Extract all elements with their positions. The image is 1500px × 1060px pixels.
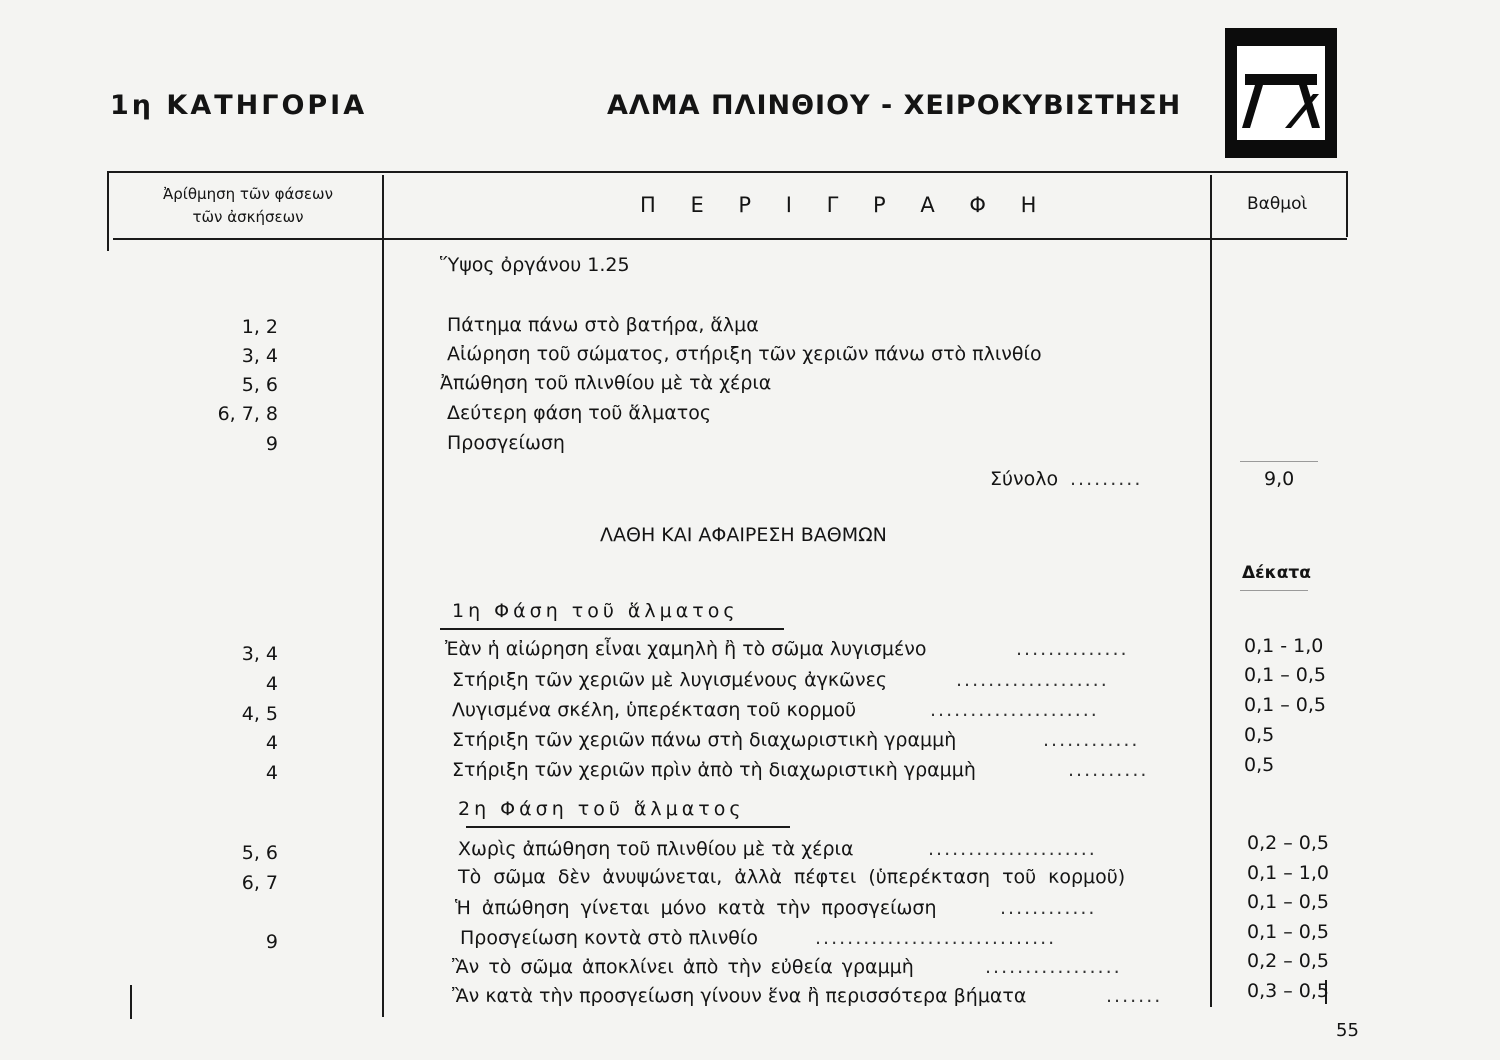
phase-number: 9 [265,433,278,455]
table-top-border [108,171,1348,173]
error-phase-number: 3, 4 [241,643,278,665]
column-divider-right [1210,175,1212,1007]
total-leader-dots: ......... [1070,468,1143,490]
error-description: Στήριξη τῶν χεριῶν πάνω στὴ διαχωριστικὴ γραμμὴ [452,729,957,751]
error-description: Ἂν κατὰ τὴν προσγείωση γίνουν ἕνα ἢ περισσότερα βήματα [452,985,1027,1007]
error-description: Στήριξη τῶν χεριῶν μὲ λυγισμένους ἀγκῶνες [452,669,887,691]
error-deduction: 0,1 – 0,5 [1247,921,1330,943]
error-phase-number: 4 [265,732,278,754]
error-phase-number: 4 [265,762,278,784]
error-deduction: 0,1 - 1,0 [1244,635,1324,657]
error-phase-number: 9 [265,931,278,953]
error-phase-number: 4 [265,673,278,695]
error-description: Ἂν τὸ σῶμα ἀποκλίνει ἀπὸ τὴν εὐθεία γραμμὴ [452,956,914,978]
error-deduction: 0,1 – 0,5 [1244,664,1327,686]
error-leader-dots: ................. [985,956,1122,978]
column-header-points: Βαθμοὶ [1247,194,1308,214]
error-deduction: 0,1 – 0,5 [1247,891,1330,913]
phase-description: Ἀπώθηση τοῦ πλινθίου μὲ τὰ χέρια [440,372,772,394]
error-deduction: 0,5 [1244,724,1275,746]
category-heading: 1η ΚΑΤΗΓΟΡΙΑ [110,90,368,121]
error-leader-dots: ..................... [928,838,1097,860]
error-leader-dots: ............ [1043,729,1140,751]
error-leader-dots: .............................. [815,927,1057,949]
total-value: 9,0 [1264,468,1295,490]
error-leader-dots: ................... [956,669,1109,691]
phase-number: 5, 6 [241,374,278,396]
apparatus-height: Ὕψος ὀργάνου 1.25 [440,254,630,276]
error-deduction: 0,1 – 1,0 [1247,862,1330,884]
error-deduction: 0,3 – 0,5 [1247,980,1330,1002]
error-phase-number: 6, 7 [241,872,278,894]
error-description: Χωρὶς ἀπώθηση τοῦ πλινθίου μὲ τὰ χέρια [458,838,854,860]
error-leader-dots: ..................... [930,699,1099,721]
phase-description: Δεύτερη φάση τοῦ ἅλματος [447,402,711,424]
error-deduction: 0,2 – 0,5 [1247,950,1330,972]
error-description: Ἡ ἀπώθηση γίνεται μόνο κατὰ τὴν προσγείωση [455,897,937,919]
error-leader-dots: .......... [1068,759,1149,781]
total-rule [1240,461,1318,462]
tenths-rule [1240,590,1308,591]
error-leader-dots: .............. [1016,638,1129,660]
phase2-title: 2η Φάση τοῦ ἅλματος [458,798,745,820]
error-deduction: 0,5 [1244,754,1275,776]
page-title: ΑΛΜΑ ΠΛΙΝΘΙΟΥ - ΧΕΙΡΟΚΥΒΙΣΤΗΣΗ [607,90,1182,121]
error-description: Προσγείωση κοντὰ στὸ πλινθίο [460,927,758,949]
phase-description: Αἰώρηση τοῦ σώματος, στήριξη τῶν χεριῶν πάνω στὸ πλινθίο [447,343,1042,365]
phase2-title-underline [466,826,790,828]
error-description: Ἐὰν ἡ αἰώρηση εἶναι χαμηλὴ ἢ τὸ σῶμα λυγισμένο [445,638,927,660]
phase-number: 3, 4 [241,345,278,367]
total-label: Σύνολο [990,468,1059,490]
error-phase-number: 4, 5 [241,703,278,725]
table-left-border-end [130,985,132,1019]
error-leader-dots: ............ [1000,897,1097,919]
error-phase-number: 5, 6 [241,842,278,864]
phase1-title-underline [440,628,784,630]
error-deduction: 0,2 – 0,5 [1247,832,1330,854]
error-description: Τὸ σῶμα δὲν ἀνυψώνεται, ἀλλὰ πέφτει (ὑπερέκταση τοῦ κορμοῦ) [458,866,1126,888]
error-description: Λυγισμένα σκέλη, ὑπερέκταση τοῦ κορμοῦ [452,699,857,721]
page-number: 55 [1336,1020,1359,1041]
error-leader-dots: ....... [1106,985,1163,1007]
errors-section-title: ΛΑΘΗ ΚΑΙ ΑΦΑΙΡΕΣΗ ΒΑΘΜΩΝ [600,524,887,546]
column-header-phases: Ἀρίθμηση τῶν φάσεων [163,185,333,203]
phase-number: 6, 7, 8 [217,403,278,425]
header-bottom-border [113,238,1347,240]
vaulting-box-icon [1225,28,1337,158]
table-right-border [1346,171,1348,237]
error-deduction: 0,1 – 0,5 [1244,694,1327,716]
column-header-phases-line2: τῶν ἀσκήσεων [192,208,304,226]
tenths-label: Δέκατα [1242,563,1311,583]
phase-description: Προσγείωση [447,432,565,454]
column-header-description: Π Ε Ρ Ι Γ Ρ Α Φ Η [640,193,1051,217]
error-description: Στήριξη τῶν χεριῶν πρὶν ἀπὸ τὴ διαχωριστικὴ γραμμὴ [452,759,976,781]
phase-number: 1, 2 [241,316,278,338]
phase1-title: 1η Φάση τοῦ ἅλματος [452,600,739,622]
phase-description: Πάτημα πάνω στὸ βατήρα, ἅλμα [447,314,759,336]
table-left-border [107,171,109,251]
column-divider-left [382,175,384,1017]
